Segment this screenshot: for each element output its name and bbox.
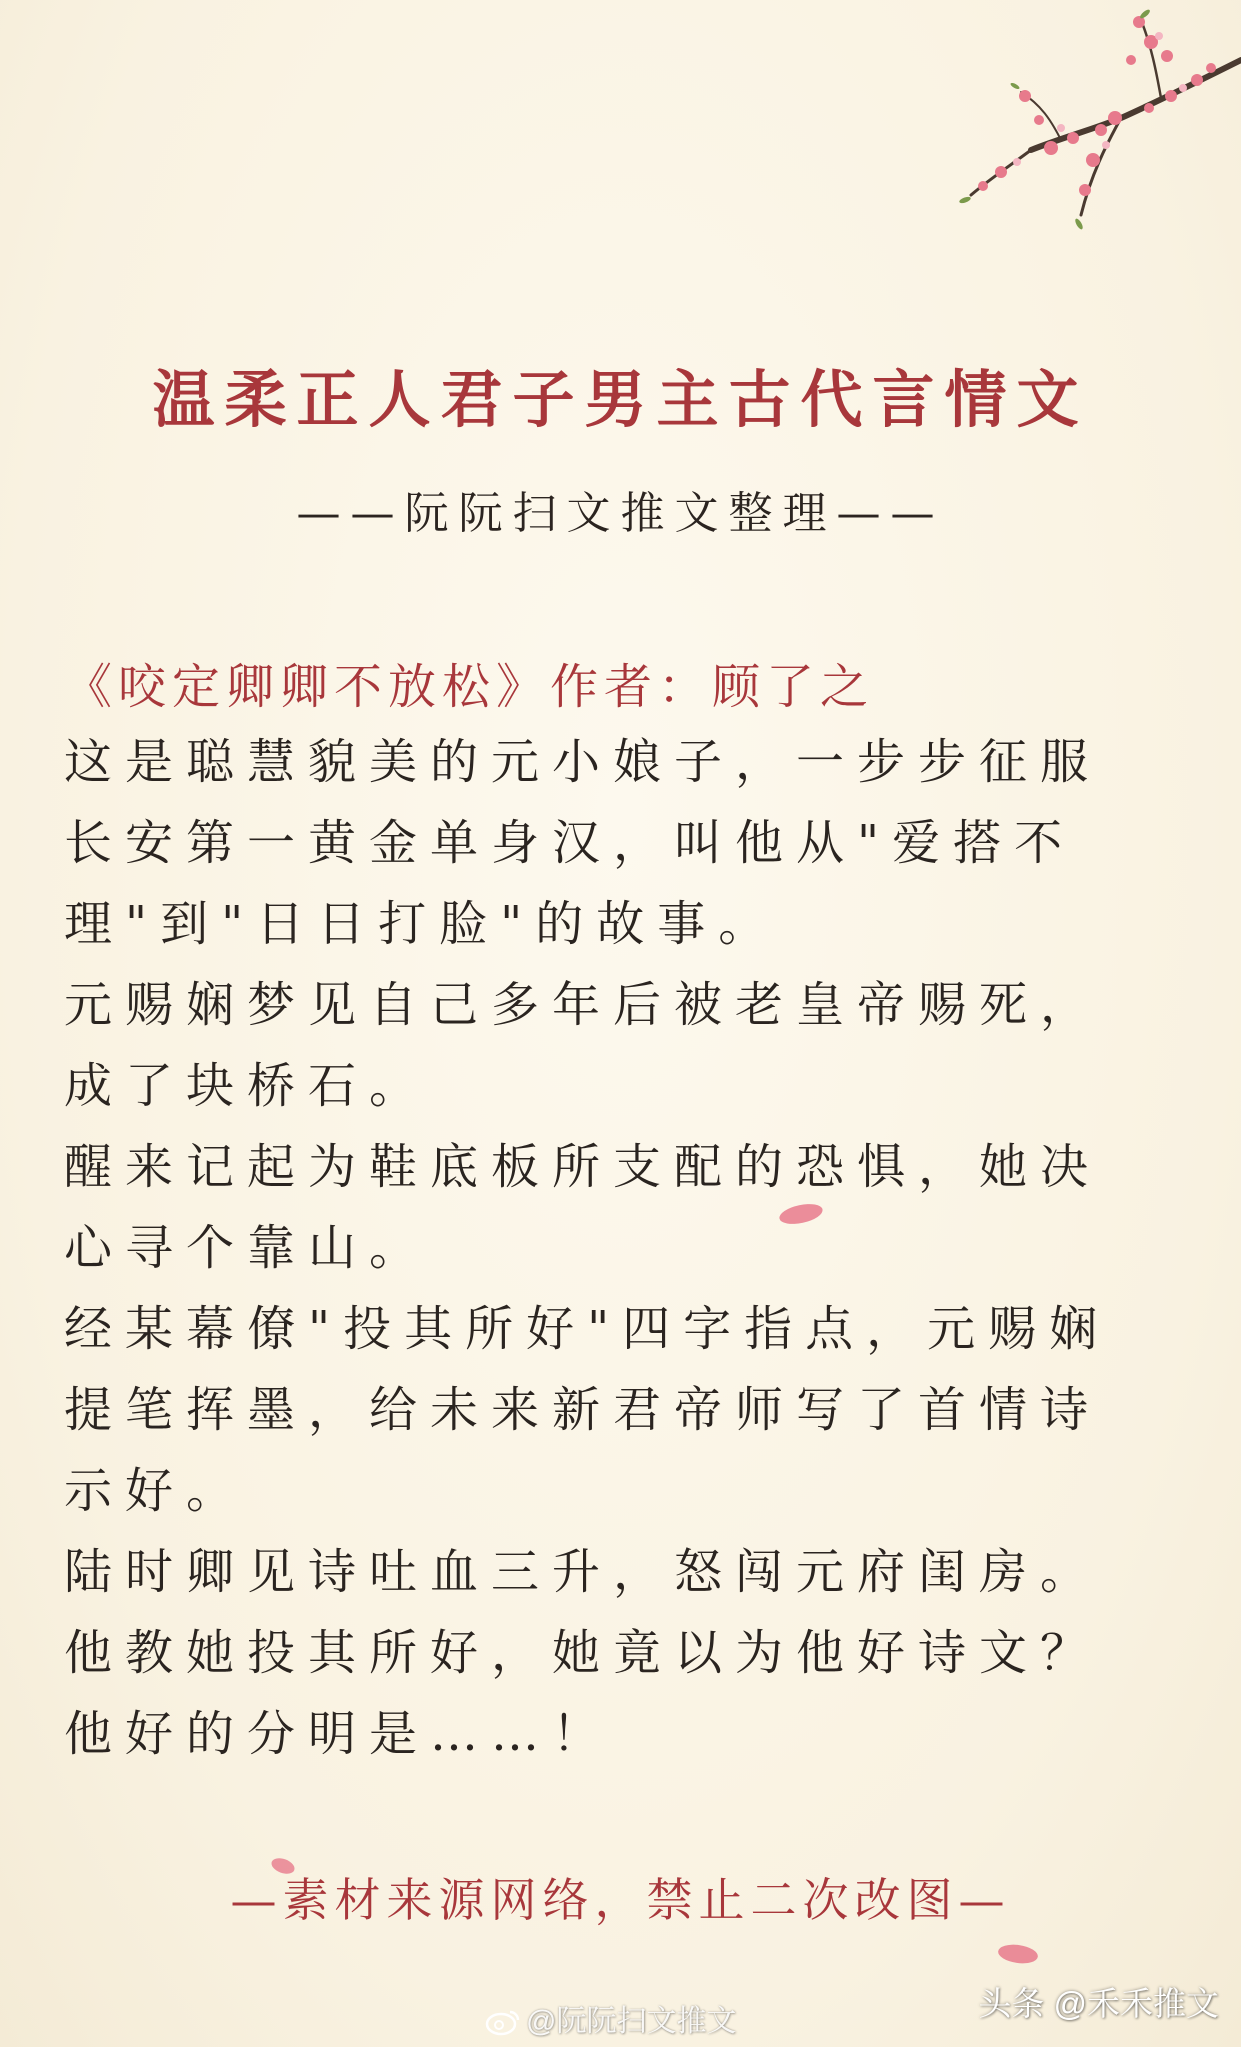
- synopsis-line: 这是聪慧貌美的元小娘子，一步步征服: [64, 734, 1102, 790]
- petal-icon: [776, 1200, 826, 1228]
- petal-icon: [994, 1940, 1042, 1968]
- page-subtitle: ——阮阮扫文推文整理——: [296, 488, 945, 539]
- synopsis-line: 示好。: [64, 1463, 248, 1519]
- synopsis-line: 陆时卿见诗吐血三升，怒闯元府闺房。: [64, 1544, 1102, 1600]
- copyright-note: —素材来源网络，禁止二次改图—: [230, 1873, 1011, 1927]
- synopsis-line: 长安第一黄金单身汉，叫他从"爱搭不: [64, 815, 1076, 871]
- synopsis-line: 提笔挥墨，给未来新君帝师写了首情诗: [64, 1382, 1102, 1438]
- synopsis-line: 醒来记起为鞋底板所支配的恐惧，她决: [64, 1139, 1102, 1195]
- synopsis-line: 经某幕僚"投其所好"四字指点，元赐娴: [64, 1301, 1111, 1357]
- synopsis-line: 成了块桥石。: [64, 1058, 431, 1114]
- book-heading: 《咬定卿卿不放松》作者：顾了之: [64, 659, 875, 715]
- toutiao-watermark: 头条 @禾禾推文: [978, 1985, 1219, 2022]
- synopsis-line: 他教她投其所好，她竟以为他好诗文？: [64, 1625, 1102, 1681]
- page-title: 温柔正人君子男主古代言情文: [152, 363, 1089, 436]
- synopsis-text: [64, 722, 1184, 1775]
- weibo-watermark: [484, 1996, 736, 2040]
- synopsis-line: 理"到"日日打脸"的故事。: [64, 896, 780, 952]
- synopsis-line: 心寻个靠山。: [64, 1220, 431, 1276]
- weibo-watermark-text: @阮阮扫文推文: [526, 2005, 737, 2038]
- synopsis-line: 他好的分明是……！: [64, 1706, 614, 1762]
- weibo-logo-icon: [484, 2006, 522, 2036]
- synopsis-line: 元赐娴梦见自己多年后被老皇帝赐死，: [64, 977, 1102, 1033]
- plum-blossom-branch-icon: [901, 0, 1241, 270]
